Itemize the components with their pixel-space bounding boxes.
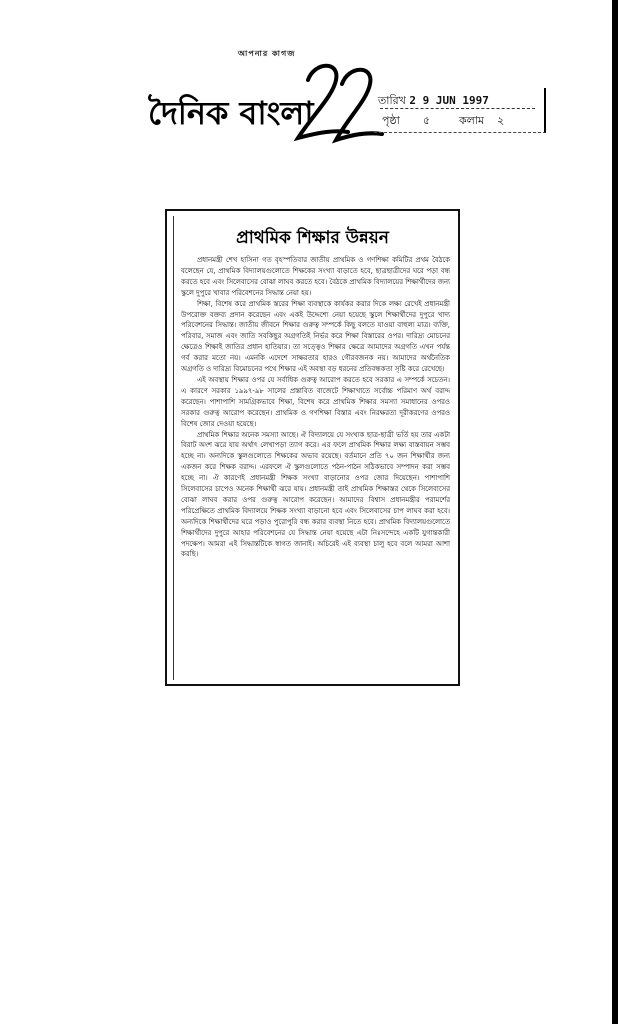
stamp-column-value: ২ bbox=[497, 114, 505, 127]
scan-edge bbox=[612, 0, 618, 1024]
stamp-page-label: পৃষ্ঠা bbox=[382, 114, 400, 127]
article-paragraph: প্রাথমিক শিক্ষার অনেক সমস্যা আছে। ঐ বিদ্যালয়ে যে সংখ্যক ছাত্র-ছাত্রী ভর্তি হয় তার একটা বিরাট অংশ ঝরে যায় অর্থাৎ লেখাপড়া ত্যাগ করে। এর ফলে প্রাথমিক শিক্ষার লক্ষ্য বাস্তবায়ন সম্ভব হচ্ছে না। অন্যদিকে স্কুলগুলোতে শিক্ষকের অভাব রয়েছে। বর্তমানে প্রতি ৭০ জন শিক্ষার্থীর জন্য একজন করে শিক্ষক বরাদ্দ। এরফলে ঐ স্কুলগুলোতে পঠন-পাঠন সঠিকভাবে সম্পাদন করা সম্ভব হচ্ছে না। ঐ কারণেই প্রধানমন্ত্রী শিক্ষক সংখ্যা বাড়ানোর ওপর জোর দিয়েছেন। পাশাপাশি সিলেবাসের চাপেও অনেক শিক্ষার্থী ঝরে যায়। প্রধানমন্ত্রী তাই প্রাথমিক শিক্ষাস্তর থেকে সিলেবাসের বোঝা লাঘব করার ওপর গুরুত্ব আরোপ করেছেন। আমাদের বিশ্বাস প্রধানমন্ত্রীর পরামর্শের পরিপ্রেক্ষিতে প্রাথমিক বিদ্যালয়ে শিক্ষক সংখ্যা বাড়ানো হবে এবং সিলেবাসের চাপ লাঘব করা হবে। অন্যদিকে শিক্ষার্থীদের ঘরে পড়াও পুরোপুরি বন্ধ করার ব্যবস্থা নিতে হবে। প্রাথমিক বিদ্যালয়গুলোতে শিক্ষার্থীদের দুপুরে আহার পরিবেশনের যে সিদ্ধান্ত নেয়া হয়েছে এটা নিঃসন্দেহে একটি যুগান্তকারী পদক্ষেপ। আমরা এই সিদ্ধান্তটিকে স্বাগত জানাই। অচিরেই এই ব্যবস্থা চালু হবে বলে আমরা আশা করছি। bbox=[181, 430, 450, 559]
newspaper-masthead: দৈনিক বাংলা bbox=[148, 94, 314, 132]
stamp-page-value: ৫ bbox=[422, 114, 430, 127]
stamp-page-row bbox=[382, 112, 504, 131]
article-title: প্রাথমিক শিক্ষার উন্নয়ন bbox=[236, 228, 389, 248]
newspaper-clipping bbox=[165, 209, 460, 686]
article-body bbox=[181, 255, 450, 560]
article-paragraph: প্রধানমন্ত্রী শেখ হাসিনা গত বৃহস্পতিবার জাতীয় প্রাথমিক ও গণশিক্ষা কমিটির প্রথম বৈঠকে বলেছেন যে, প্রাথমিক বিদ্যালয়গুলোতে শিক্ষকের সংখ্যা বাড়াতে হবে, ছাত্রছাত্রীদের ঘরে পড়া বন্ধ করতে হবে এবং সিলেবাসের বোঝা লাঘব করতে হবে। বৈঠকে প্রাথমিক বিদ্যালয়ের শিক্ষার্থীদের জন্য স্কুলে দুপুরে খাবার পরিবেশনের সিদ্ধান্ত নেয়া হয়। bbox=[181, 256, 450, 297]
date-page-stamp bbox=[374, 88, 546, 133]
masthead-tagline: আপনার কাগজ bbox=[238, 49, 296, 58]
stamp-date-value: 2 9 JUN 1997 bbox=[409, 94, 489, 107]
stamp-date-label: তারিখ bbox=[378, 94, 406, 107]
article-paragraph: শিক্ষা, বিশেষ করে প্রাথমিক স্তরের শিক্ষা ব্যবস্থাকে কার্যকর করার দিকে লক্ষ্য রেখেই প্রধানমন্ত্রী উপরোক্ত বক্তব্য প্রদান করেছেন এবং একই উদ্দেশ্যে নেয়া হয়েছে স্কুলে শিক্ষার্থীদের দুপুরে খাদ্য পরিবেশনের সিদ্ধান্ত। জাতীয় জীবনে শিক্ষার গুরুত্ব সম্পর্কে কিছু বলতে যাওয়া বাহুল্য মাত্র। ব্যক্তি, পরিবার, সমাজ এবং জাতি সবকিছুর অগ্রগতিই নির্ভর করে শিক্ষা বিস্তারের ওপর। দারিদ্র্য মোচনের ক্ষেত্রেও শিক্ষাই জাতির প্রধান হাতিয়ার। তা সত্ত্বেও শিক্ষার ক্ষেত্রে আমাদের অগ্রগতি এখন পর্যন্ত গর্ব করার মতো নয়। এমনকি এদেশে সাক্ষরতার হারও গৌরবজনক নয়। আমাদের অর্থনৈতিক অগ্রগতি ও দারিদ্র্য বিমোচনের পথে শিক্ষার এই অবস্থা বড় ধরনের প্রতিবন্ধকতা সৃষ্টি করে রেখেছে। bbox=[181, 299, 450, 374]
stamp-column-label: কলাম bbox=[458, 114, 485, 127]
handwritten-number-mark bbox=[290, 58, 385, 148]
stamp-divider bbox=[380, 108, 535, 109]
article-paragraph: এই অবস্থায় শিক্ষার ওপর যে সর্বাধিক গুরুত্ব আরোপ করতে হবে সরকার এ সম্পর্কে সচেতন। এ কারণে সরকার ১৯৯৭-৯৮ সালের প্রস্তাবিত বাজেটে শিক্ষাখাতে সর্বোচ্চ পরিমাণ অর্থ বরাদ্দ করেছেন। পাশাপাশি সামগ্রিকভাবে শিক্ষা, বিশেষ করে প্রাথমিক শিক্ষার সমস্যা সমাধানের ওপরও সরকার গুরুত্ব আরোপ করেছেন। প্রাথমিক ও গণশিক্ষা বিস্তার এবং নিরক্ষরতা দূরীকরণের ওপরও বিশেষ জোর দেওয়া হয়েছে। bbox=[181, 375, 450, 428]
